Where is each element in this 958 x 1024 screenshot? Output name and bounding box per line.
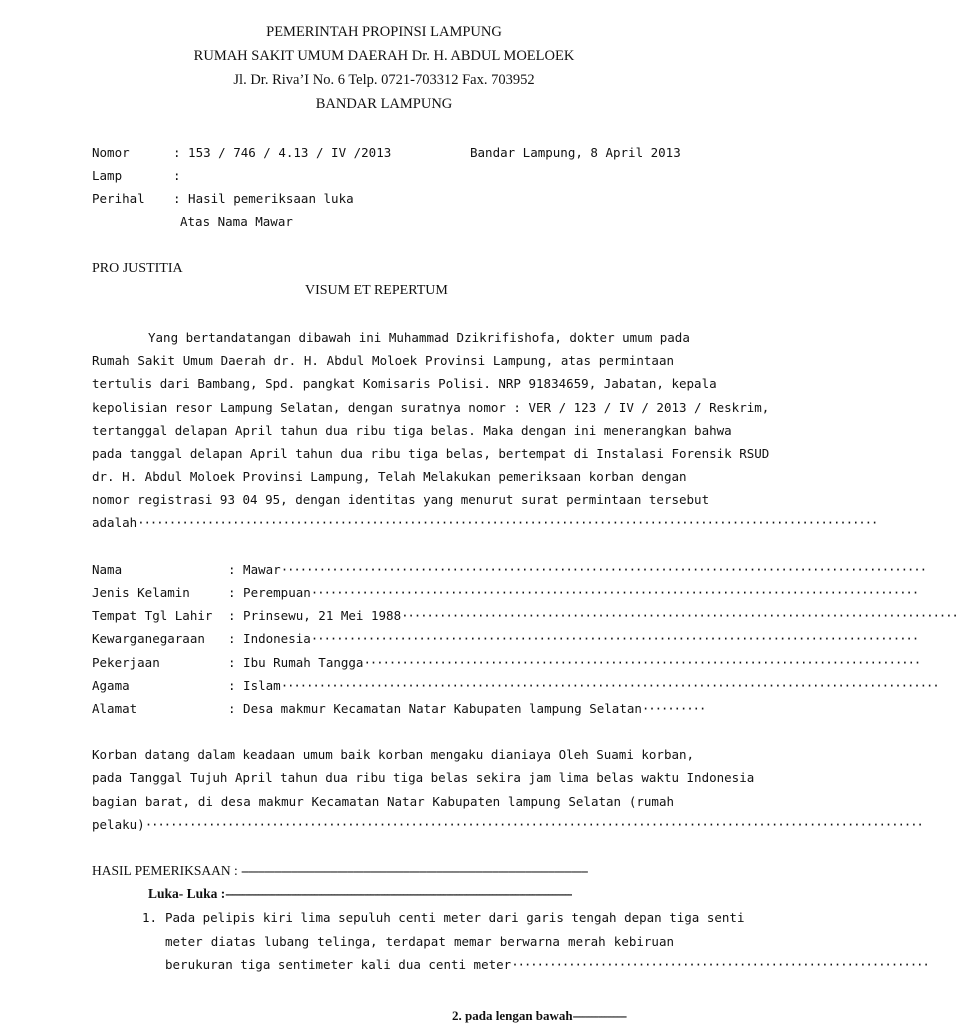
perihal-label: Perihal	[92, 191, 145, 206]
item-1-number: 1.	[142, 910, 158, 925]
paragraph-2-line: bagian barat, di desa makmur Kecamatan Natar Kabupaten lampung Selatan (rumah	[92, 794, 674, 809]
identity-value-jenis-kelamin: : Perempuan································································································	[228, 585, 919, 600]
identity-label-nama: Nama	[92, 562, 123, 577]
paragraph-2-last-line: pelaku)···························································································································	[92, 817, 923, 832]
header-line-4: BANDAR LAMPUNG	[315, 96, 453, 112]
document-title: VISUM ET REPERTUM	[305, 283, 448, 298]
paragraph-1-line: dr. H. Abdul Moloek Provinsi Lampung, Telah Melakukan pemeriksaan korban dengan	[92, 469, 687, 484]
luka-luka-heading: Luka- Luka :---------------------------------------------------------------------------------------------------------	[148, 886, 572, 901]
paragraph-2-line: pada Tanggal Tujuh April tahun dua ribu tiga belas sekira jam lima belas waktu Indonesia	[92, 770, 755, 785]
identity-value-kewarganegaraan: : Indonesia································································································	[228, 631, 919, 646]
identity-value-alamat: : Desa makmur Kecamatan Natar Kabupaten lampung Selatan··········	[228, 701, 706, 716]
paragraph-1-line: nomor registrasi 93 04 95, dengan identitas yang menurut surat permintaan tersebut	[92, 492, 710, 507]
paragraph-1-line: tertulis dari Bambang, Spd. pangkat Komisaris Polisi. NRP 91834659, Jabatan, kepala	[92, 376, 717, 391]
identity-label-pekerjaan: Pekerjaan	[92, 655, 160, 670]
paragraph-2-line: Korban datang dalam keadaan umum baik korban mengaku dianiaya Oleh Suami korban,	[92, 747, 695, 762]
perihal-value: : Hasil pemeriksaan luka	[173, 191, 354, 206]
identity-value-nama: : Mawar······································································································	[228, 562, 926, 577]
identity-label-agama: Agama	[92, 678, 130, 693]
lamp-value: :	[173, 168, 181, 183]
paragraph-1-line: Rumah Sakit Umum Daerah dr. H. Abdul Moloek Provinsi Lampung, atas permintaan	[92, 353, 674, 368]
identity-label-kewarganegaraan: Kewarganegaraan	[92, 631, 205, 646]
identity-label-alamat: Alamat	[92, 701, 138, 716]
item-1-line: Pada pelipis kiri lima sepuluh centi meter dari garis tengah depan tiga senti	[165, 910, 745, 925]
identity-label-jenis-kelamin: Jenis Kelamin	[92, 585, 190, 600]
paragraph-1-line: pada tanggal delapan April tahun dua ribu tiga belas, bertempat di Instalasi Forensik RSUD	[92, 446, 770, 461]
paragraph-1-line: kepolisian resor Lampung Selatan, dengan suratnya nomor : VER / 123 / IV / 2013 / Reskrim,	[92, 400, 770, 415]
identity-label-tempat-tgl-lahir: Tempat Tgl Lahir	[92, 608, 213, 623]
lamp-label: Lamp	[92, 168, 123, 183]
paragraph-1-line: tertanggal delapan April tahun dua ribu tiga belas. Maka dengan ini menerangkan bahwa	[92, 423, 732, 438]
perihal-value-2: Atas Nama Mawar	[180, 214, 293, 229]
pro-justitia: PRO JUSTITIA	[92, 261, 183, 276]
header-line-1: PEMERINTAH PROPINSI LAMPUNG	[266, 24, 502, 40]
item-1-line: meter diatas lubang telinga, terdapat memar berwarna merah kebiruan	[165, 934, 674, 949]
item-2: 2. pada lengan bawah-----------------	[452, 1008, 626, 1023]
identity-value-pekerjaan: : Ibu Rumah Tangga························································································	[228, 655, 921, 670]
identity-value-tempat-tgl-lahir: : Prinsewu, 21 Mei 1988························································································	[228, 608, 958, 623]
paragraph-1-last-line: adalah·····················································································································	[92, 515, 878, 530]
letter-date: Bandar Lampung, 8 April 2013	[470, 145, 681, 160]
header-line-3: Jl. Dr. Riva’I No. 6 Telp. 0721-703312 Fax. 703952	[233, 72, 535, 88]
nomor-value: : 153 / 746 / 4.13 / IV /2013	[173, 145, 392, 160]
nomor-label: Nomor	[92, 145, 130, 160]
paragraph-1-line: Yang bertandatangan dibawah ini Muhammad Dzikrifishofa, dokter umum pada	[148, 330, 690, 345]
identity-value-agama: : Islam········································································································	[228, 678, 939, 693]
hasil-pemeriksaan-heading: HASIL PEMERIKSAAN : ---------------------------------------------------------------------------------------------------------	[92, 863, 588, 878]
item-1-last-line: berukuran tiga sentimeter kali dua centi meter··································································	[165, 957, 929, 972]
header-line-2: RUMAH SAKIT UMUM DAERAH Dr. H. ABDUL MOELOEK	[193, 48, 575, 64]
